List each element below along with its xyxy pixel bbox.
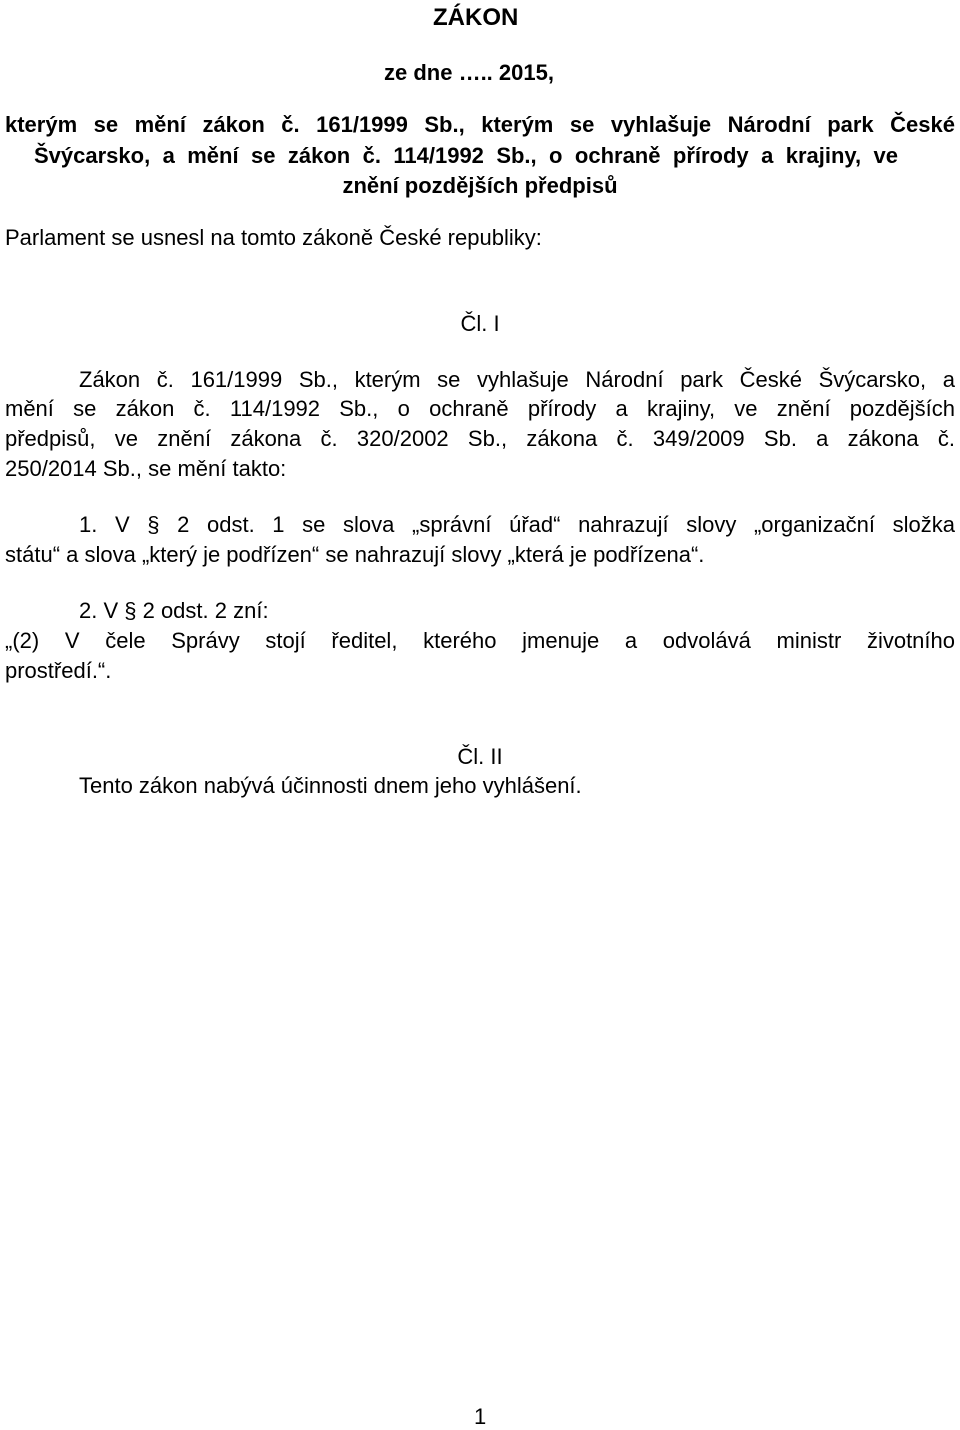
- point-1-line-1: 1. V § 2 odst. 1 se slova „správní úřad“ nahrazují slovy „organizační složka: [79, 512, 955, 537]
- subtitle-line-3: znění pozdějších předpisů: [342, 173, 618, 198]
- article-1-intro-line-2: mění se zákon č. 114/1992 Sb., o ochraně přírody a krajiny, ve znění pozdějších: [5, 396, 955, 421]
- point-2-heading: 2. V § 2 odst. 2 zní:: [79, 598, 269, 623]
- article-1-heading: Čl. I: [460, 311, 500, 336]
- article-1-intro-line-1: Zákon č. 161/1999 Sb., kterým se vyhlašuje Národní park České Švýcarsko, a: [79, 367, 955, 392]
- preamble: Parlament se usnesl na tomto zákoně České republiky:: [5, 225, 542, 250]
- article-2-text: Tento zákon nabývá účinnosti dnem jeho vyhlášení.: [79, 773, 582, 798]
- subtitle-line-2: Švýcarsko, a mění se zákon č. 114/1992 Sb., o ochraně přírody a krajiny, ve: [34, 143, 898, 168]
- law-title: ZÁKON: [433, 4, 519, 31]
- point-2-line-1: „(2) V čele Správy stojí ředitel, kterého jmenuje a odvolává ministr životního: [5, 628, 955, 653]
- point-2-line-2: prostředí.“.: [5, 658, 112, 683]
- point-1-line-2: státu“ a slova „který je podřízen“ se nahrazují slovy „která je podřízena“.: [5, 542, 705, 567]
- subtitle-line-1: kterým se mění zákon č. 161/1999 Sb., kterým se vyhlašuje Národní park České: [5, 112, 955, 137]
- article-1-intro-line-4: 250/2014 Sb., se mění takto:: [5, 456, 287, 481]
- article-1-intro-line-3: předpisů, ve znění zákona č. 320/2002 Sb., zákona č. 349/2009 Sb. a zákona č.: [5, 426, 955, 451]
- article-2-heading: Čl. II: [457, 744, 503, 769]
- law-date: ze dne ….. 2015,: [384, 60, 554, 85]
- page-number: 1: [474, 1404, 487, 1429]
